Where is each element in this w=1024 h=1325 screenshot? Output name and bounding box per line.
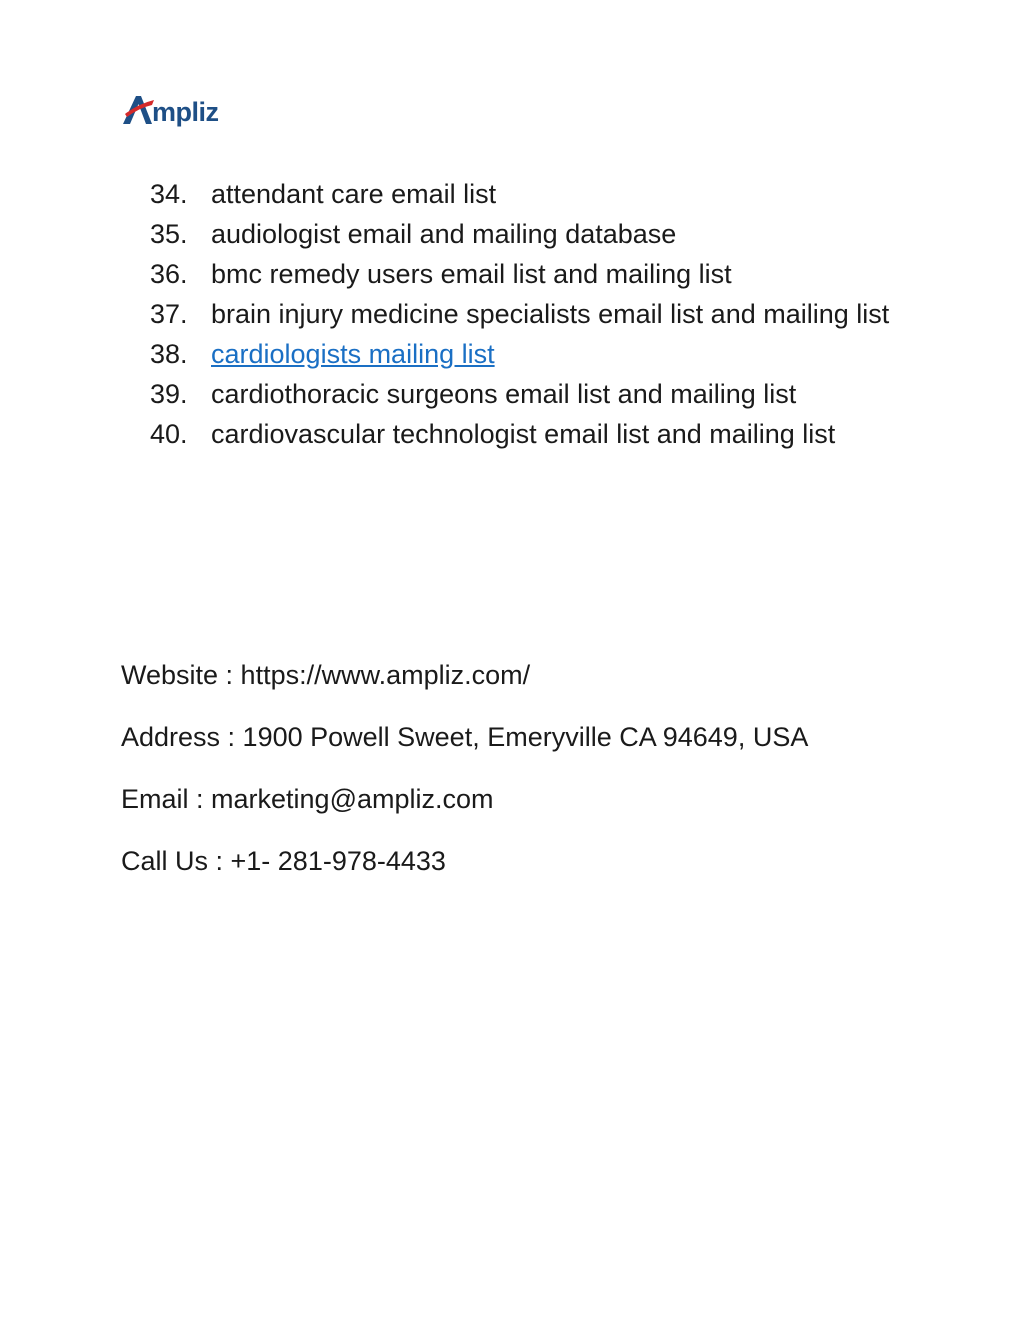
list-item-number: 39. [150,379,188,409]
list-item-number: 38. [150,339,188,369]
list-item-text: bmc remedy users email list and mailing list [211,259,732,289]
list-item [150,174,890,214]
list-item-text: brain injury medicine specialists email list and mailing list [211,299,890,329]
list-item-text: cardiovascular technologist email list and mailing list [211,419,836,449]
list-item-number: 34. [150,179,188,209]
email-line: Email : marketing@ampliz.com [121,784,494,814]
list-item-text: audiologist email and mailing database [211,219,677,249]
list-item-number: 35. [150,219,188,249]
address-line: Address : 1900 Powell Sweet, Emeryville CA 94649, USA [121,722,809,752]
phone-line: Call Us : +1- 281-978-4433 [121,846,446,876]
list-item-number: 37. [150,299,188,329]
list-item-text: attendant care email list [211,179,497,209]
list-item [150,334,890,374]
list-item [150,254,890,294]
mailing-list-items [150,174,890,454]
list-item-text: cardiothoracic surgeons email list and mailing list [211,379,797,409]
cardiologists-mailing-list-link[interactable]: cardiologists mailing list [211,339,495,369]
website-line: Website : https://www.ampliz.com/ [121,660,531,690]
list-item [150,294,890,334]
list-item [150,374,890,414]
logo-a-mark-icon [121,92,155,126]
ampliz-logo [121,92,219,126]
list-item-number: 40. [150,419,188,449]
logo-wordmark: mpliz [152,97,219,127]
contact-info [121,655,808,903]
list-item [150,214,890,254]
list-item-number: 36. [150,259,188,289]
list-item [150,414,890,454]
